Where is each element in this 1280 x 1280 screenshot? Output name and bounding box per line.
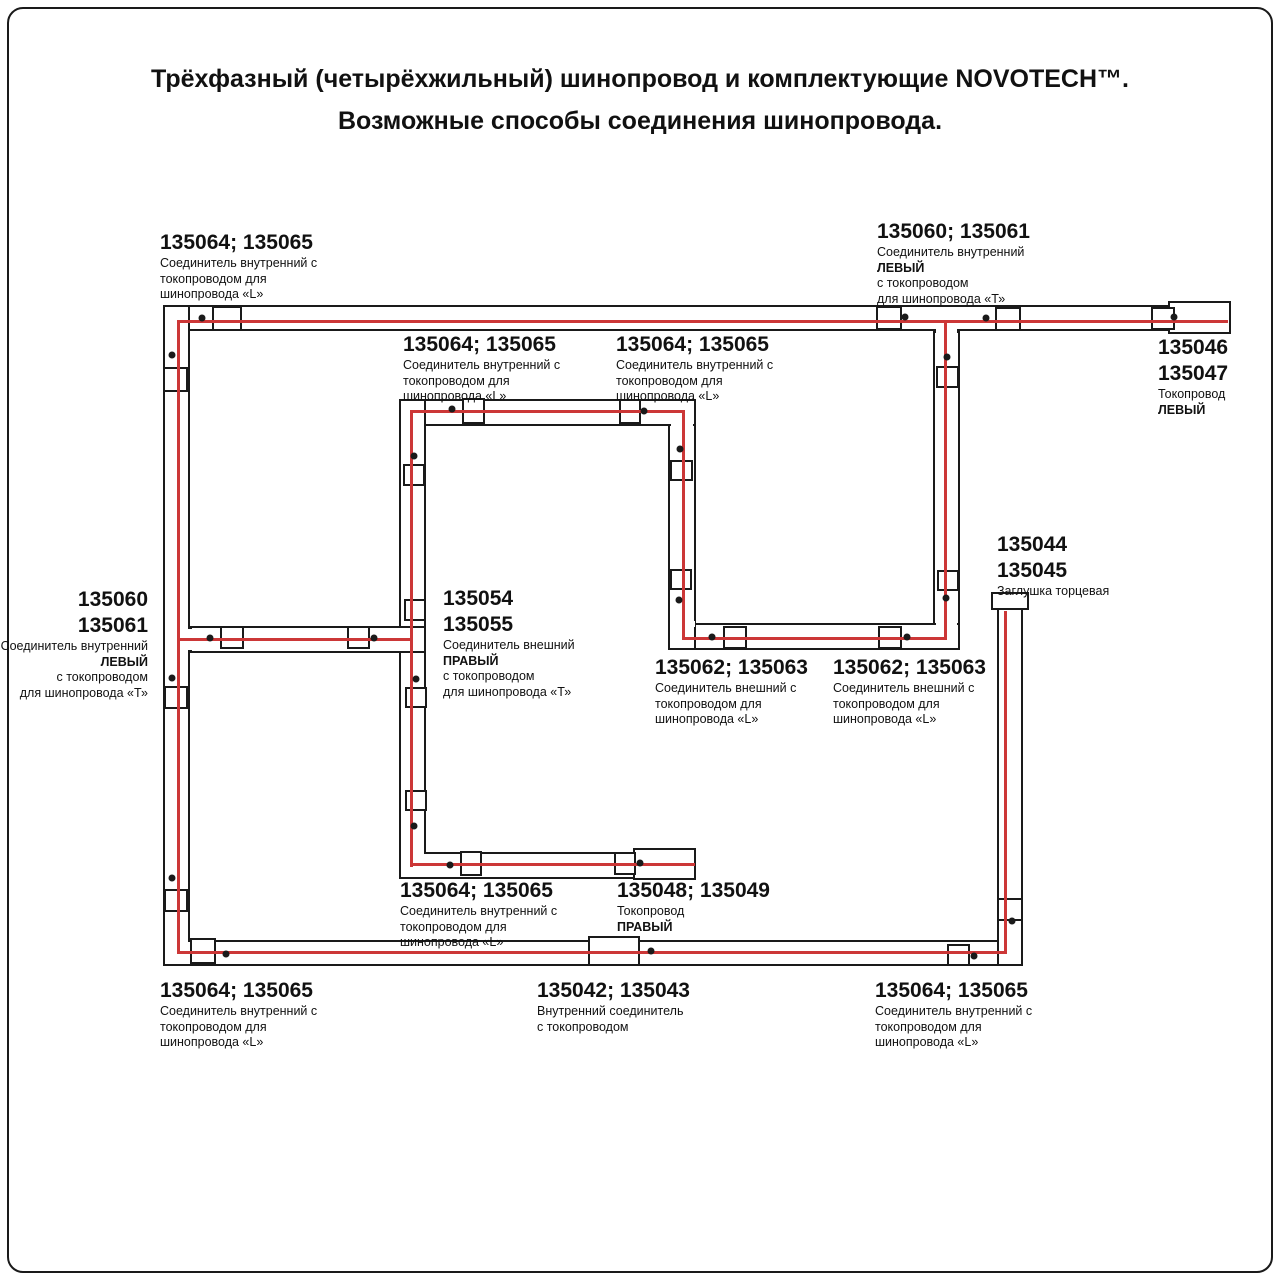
junction-dot <box>677 446 684 453</box>
connector-box <box>947 944 970 966</box>
part-code: 135064; 135065 <box>160 231 313 254</box>
part-code: 135055 <box>443 613 514 636</box>
junction-dot <box>944 354 951 361</box>
junction-dot <box>449 406 456 413</box>
part-code: 135054 <box>443 587 514 610</box>
label-end-cap <box>997 532 1109 600</box>
part-desc: Токопровод ПРАВЫЙ <box>617 904 685 934</box>
label-connector-external-left <box>655 655 808 728</box>
part-code: 135064; 135065 <box>616 333 769 356</box>
part-desc: Соединитель внешний ПРАВЫЙ с токопроводом для шинопровода «Т» <box>443 638 575 699</box>
part-desc: Соединитель внутренний с токопроводом для шинопровода «L» <box>400 904 558 949</box>
connector-box <box>164 889 188 912</box>
part-code: 135064; 135065 <box>160 979 313 1002</box>
part-code: 135048; 135049 <box>617 879 770 902</box>
label-connector-internal-left-top-right <box>877 219 1030 307</box>
part-code: 135060; 135061 <box>877 220 1030 243</box>
label-connector-internal-bottom-left <box>160 978 317 1051</box>
connector-box <box>876 306 902 330</box>
connector-box <box>212 306 242 331</box>
connector-box <box>405 790 427 811</box>
connector-box <box>670 569 692 590</box>
junction-dot <box>199 315 206 322</box>
part-code: 135064; 135065 <box>400 879 553 902</box>
track-junction-opening <box>999 938 1021 944</box>
junction-dot <box>207 635 214 642</box>
title-line-1: Трёхфазный (четырёхжильный) шинопровод и комплектующие NOVOTECH™. <box>151 65 1129 93</box>
junction-dot <box>413 676 420 683</box>
label-connector-internal-inner-top-1 <box>403 332 560 405</box>
label-connector-internal-left-tee <box>1 587 148 701</box>
part-desc: Соединитель внешний с токопроводом для шинопровода «L» <box>833 681 975 726</box>
connector-box <box>164 686 188 709</box>
junction-dot <box>411 453 418 460</box>
label-power-feed-left <box>1158 335 1228 418</box>
power-wire-segment <box>177 320 180 954</box>
part-code: 135045 <box>997 559 1068 582</box>
power-wire-segment <box>179 638 413 641</box>
connector-box <box>404 599 426 621</box>
title-line-2: Возможные способы соединения шинопровода. <box>337 107 943 135</box>
connector-box <box>405 687 427 708</box>
connector-box <box>403 464 425 486</box>
part-desc: Соединитель внутренний с токопроводом для шинопровода «L» <box>875 1004 1033 1049</box>
junction-dot <box>676 597 683 604</box>
label-power-feed-right <box>617 878 770 935</box>
label-connector-internal-top-left <box>160 230 317 303</box>
part-code: 135062; 135063 <box>655 656 808 679</box>
junction-dot <box>648 948 655 955</box>
junction-dot <box>902 314 909 321</box>
part-desc: Внутренний соединитель с токопроводом <box>537 1004 684 1034</box>
junction-dot <box>169 352 176 359</box>
part-desc: Соединитель внутренний с токопроводом для шинопровода «L» <box>160 256 318 301</box>
part-code: 135061 <box>77 614 148 637</box>
part-code: 135064; 135065 <box>403 333 556 356</box>
power-wire-segment <box>944 320 947 640</box>
part-code: 135062; 135063 <box>833 656 986 679</box>
part-desc: Соединитель внутренний ЛЕВЫЙ с токопроводом для шинопровода «Т» <box>0 639 148 700</box>
junction-dot <box>169 875 176 882</box>
connector-box <box>995 307 1021 331</box>
label-connector-straight-bottom-center <box>537 978 690 1035</box>
junction-dot <box>223 951 230 958</box>
part-code: 135042; 135043 <box>537 979 690 1002</box>
junction-dot <box>904 634 911 641</box>
label-connector-internal-inner-top-2 <box>616 332 773 405</box>
junction-dot <box>943 595 950 602</box>
connector-box <box>163 367 188 392</box>
junction-dot <box>709 634 716 641</box>
junction-dot <box>447 862 454 869</box>
power-wire-segment <box>177 320 1228 323</box>
label-connector-external-right-tee <box>443 586 575 700</box>
part-code: 135060 <box>77 588 148 611</box>
label-connector-internal-bottom-right <box>875 978 1032 1051</box>
part-desc: Соединитель внешний с токопроводом для шинопровода «L» <box>655 681 797 726</box>
part-desc: Токопровод ЛЕВЫЙ <box>1158 387 1226 417</box>
part-desc: Соединитель внутренний с токопроводом для шинопровода «L» <box>403 358 561 403</box>
connector-box <box>937 570 959 591</box>
label-connector-external-right <box>833 655 986 728</box>
part-desc: Соединитель внутренний ЛЕВЫЙ с токопроводом для шинопровода «Т» <box>877 245 1025 306</box>
junction-dot <box>641 408 648 415</box>
part-desc: Заглушка торцевая <box>997 584 1110 598</box>
junction-dot <box>971 953 978 960</box>
part-desc: Соединитель внутренний с токопроводом для шинопровода «L» <box>160 1004 318 1049</box>
part-code: 135046 <box>1158 336 1229 359</box>
junction-dot <box>1171 314 1178 321</box>
part-code: 135044 <box>997 533 1068 556</box>
power-wire-segment <box>682 411 685 640</box>
part-desc: Соединитель внутренний с токопроводом для шинопровода «L» <box>616 358 774 403</box>
label-connector-internal-inner-bottom <box>400 878 557 951</box>
part-code: 135047 <box>1158 362 1229 385</box>
junction-dot <box>637 860 644 867</box>
junction-dot <box>983 315 990 322</box>
junction-dot <box>411 823 418 830</box>
part-code: 135064; 135065 <box>875 979 1028 1002</box>
junction-dot <box>169 675 176 682</box>
power-wire-segment <box>1004 611 1007 954</box>
junction-dot <box>1009 918 1016 925</box>
junction-dot <box>371 635 378 642</box>
connector-box <box>936 366 959 388</box>
power-wire-segment <box>177 951 1007 954</box>
